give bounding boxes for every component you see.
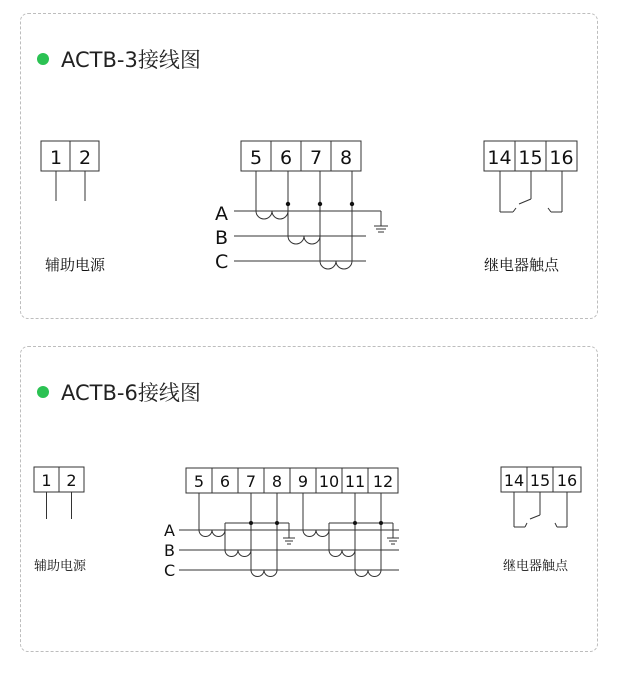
ct-terminal-9: 9 bbox=[297, 472, 309, 491]
relay-terminal-14: 14 bbox=[487, 147, 512, 169]
phase-label-b: B bbox=[164, 541, 175, 560]
phase-label-b: B bbox=[215, 227, 229, 249]
wiring-card-actb6 bbox=[20, 346, 598, 652]
aux-power-label: 辅助电源 bbox=[45, 256, 106, 274]
phase-label-c: C bbox=[215, 251, 229, 273]
junction-dots bbox=[286, 202, 354, 206]
phase-label-a: A bbox=[215, 203, 228, 225]
section-title-text: ACTB-3接线图 bbox=[61, 48, 201, 72]
relay-terminal-15: 15 bbox=[529, 471, 551, 490]
relay-terminal-14: 14 bbox=[503, 471, 525, 490]
ct-terminal-5: 5 bbox=[193, 472, 205, 491]
aux-terminal-1: 1 bbox=[49, 147, 63, 169]
wiring-diagram-actb3 bbox=[21, 14, 597, 318]
aux-terminal-2: 2 bbox=[66, 471, 77, 490]
ct-terminal-7: 7 bbox=[309, 147, 323, 169]
ct-terminal-block bbox=[186, 468, 398, 493]
relay-contact-label: 继电器触点 bbox=[503, 559, 569, 574]
relay-contact-label: 继电器触点 bbox=[484, 256, 560, 274]
ct-terminal-6: 6 bbox=[219, 472, 231, 491]
relay-terminal-15: 15 bbox=[518, 147, 543, 169]
ct-terminal-10: 10 bbox=[318, 472, 340, 491]
wiring-card-actb3 bbox=[20, 13, 598, 319]
ct-wiring bbox=[234, 171, 388, 269]
aux-terminal-2: 2 bbox=[78, 147, 92, 169]
ct-terminal-5: 5 bbox=[249, 147, 263, 169]
relay-terminal-16: 16 bbox=[556, 471, 578, 490]
ct-terminal-6: 6 bbox=[279, 147, 293, 169]
ct-terminal-8: 8 bbox=[271, 472, 283, 491]
relay-terminal-16: 16 bbox=[549, 147, 574, 169]
section-title-text: ACTB-6接线图 bbox=[61, 381, 201, 405]
ct-wiring bbox=[179, 493, 399, 577]
aux-power-label: 辅助电源 bbox=[34, 559, 87, 574]
ct-terminal-7: 7 bbox=[245, 472, 257, 491]
phase-label-a: A bbox=[164, 521, 175, 540]
wiring-diagram-actb6 bbox=[21, 347, 597, 651]
ct-terminal-12: 12 bbox=[372, 472, 394, 491]
phase-label-c: C bbox=[164, 561, 176, 580]
ct-terminal-11: 11 bbox=[344, 472, 366, 491]
ct-terminal-8: 8 bbox=[339, 147, 353, 169]
aux-terminal-1: 1 bbox=[41, 471, 52, 490]
